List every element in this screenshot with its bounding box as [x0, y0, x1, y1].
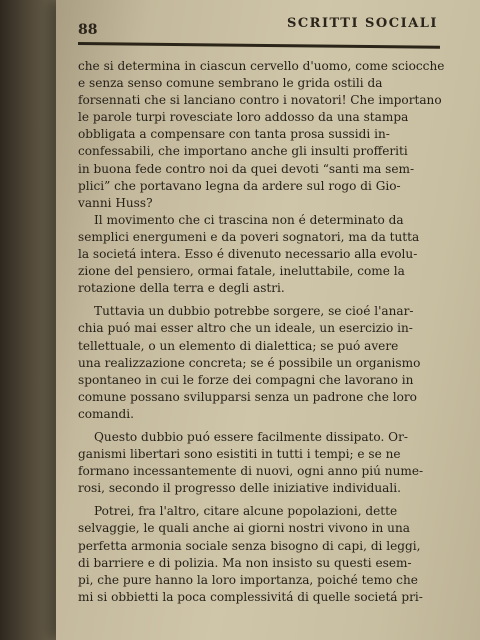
text-line: Questo dubbio puó essere facilmente dissipato. Or-: [94, 429, 408, 444]
text-line: e senza senso comune sembrano le grida ostili da: [78, 76, 383, 91]
text-line: plici” che portavano legna da ardere sul rogo di Gio-: [78, 178, 401, 193]
text-line: ganismi libertari sono esistiti in tutti i tempi; e se ne: [78, 447, 401, 462]
paragraph: [78, 429, 442, 497]
text-line: selvaggie, le quali anche ai giorni nostri vivono in una: [78, 521, 410, 536]
body-text: [78, 58, 445, 606]
page-number: 88: [78, 22, 98, 38]
text-line: comandi.: [78, 406, 134, 421]
text-line: semplici energumeni e da poveri sognatori, ma da tutta: [78, 229, 420, 244]
text-line: che si determina in ciascun cervello d'uomo, come sciocche: [78, 59, 445, 73]
page-header: [78, 14, 438, 44]
text-line: Il movimento che ci trascina non é determinato da: [94, 212, 404, 227]
text-line: perfetta armonia sociale senza bisogno di capi, di leggi,: [78, 538, 421, 553]
text-line: comune possano svilupparsi senza un padrone che loro: [78, 389, 417, 404]
text-line: forsennati che si lanciano contro i novatori! Che importano: [78, 93, 442, 108]
running-head: SCRITTI SOCIALI: [286, 16, 438, 31]
text-line: una realizzazione concreta; se é possibile un organismo: [78, 355, 421, 370]
text-line: spontaneo in cui le forze dei compagni che lavorano in: [78, 372, 414, 387]
book-gutter: [0, 0, 58, 640]
text-line: pi, che pure hanno la loro importanza, poiché temo che: [78, 572, 418, 587]
text-line: obbligata a compensare con tanta prosa sussidi in-: [78, 127, 390, 142]
text-line: le parole turpi rovesciate loro addosso da una stampa: [78, 110, 409, 125]
text-line: rosi, secondo il progresso delle iniziative individuali.: [78, 481, 401, 496]
text-line: Potrei, fra l'altro, citare alcune popolazioni, dette: [94, 504, 398, 519]
text-line: formano incessantemente di nuovi, ogni anno piú nume-: [78, 464, 424, 479]
text-line: mi si obbietti la poca complessivitá di quelle societá pri-: [78, 589, 423, 604]
text-line: la societá intera. Esso é divenuto necessario alla evolu-: [78, 247, 418, 262]
text-line: zione del pensiero, ormai fatale, ineluttabile, come la: [78, 264, 405, 279]
text-line: chia puó mai esser altro che un ideale, un esercizio in-: [78, 321, 413, 336]
paragraph: [78, 212, 442, 297]
text-line: in buona fede contro noi da quei devoti “santi ma sem-: [78, 161, 415, 176]
text-line: tellettuale, o un elemento di dialettica; se puó avere: [78, 338, 399, 353]
paragraph: [78, 503, 442, 606]
text-line: rotazione della terra e degli astri.: [78, 281, 285, 296]
text-line: di barriere e di polizia. Ma non insisto su questi esem-: [78, 555, 412, 570]
text-line: Tuttavia un dubbio potrebbe sorgere, se cioé l'anar-: [94, 304, 414, 319]
text-line: confessabili, che importano anche gli insulti profferiti: [78, 144, 408, 159]
paragraph: [78, 303, 442, 423]
text-line: vanni Huss?: [78, 195, 153, 210]
paragraph: [78, 58, 445, 212]
